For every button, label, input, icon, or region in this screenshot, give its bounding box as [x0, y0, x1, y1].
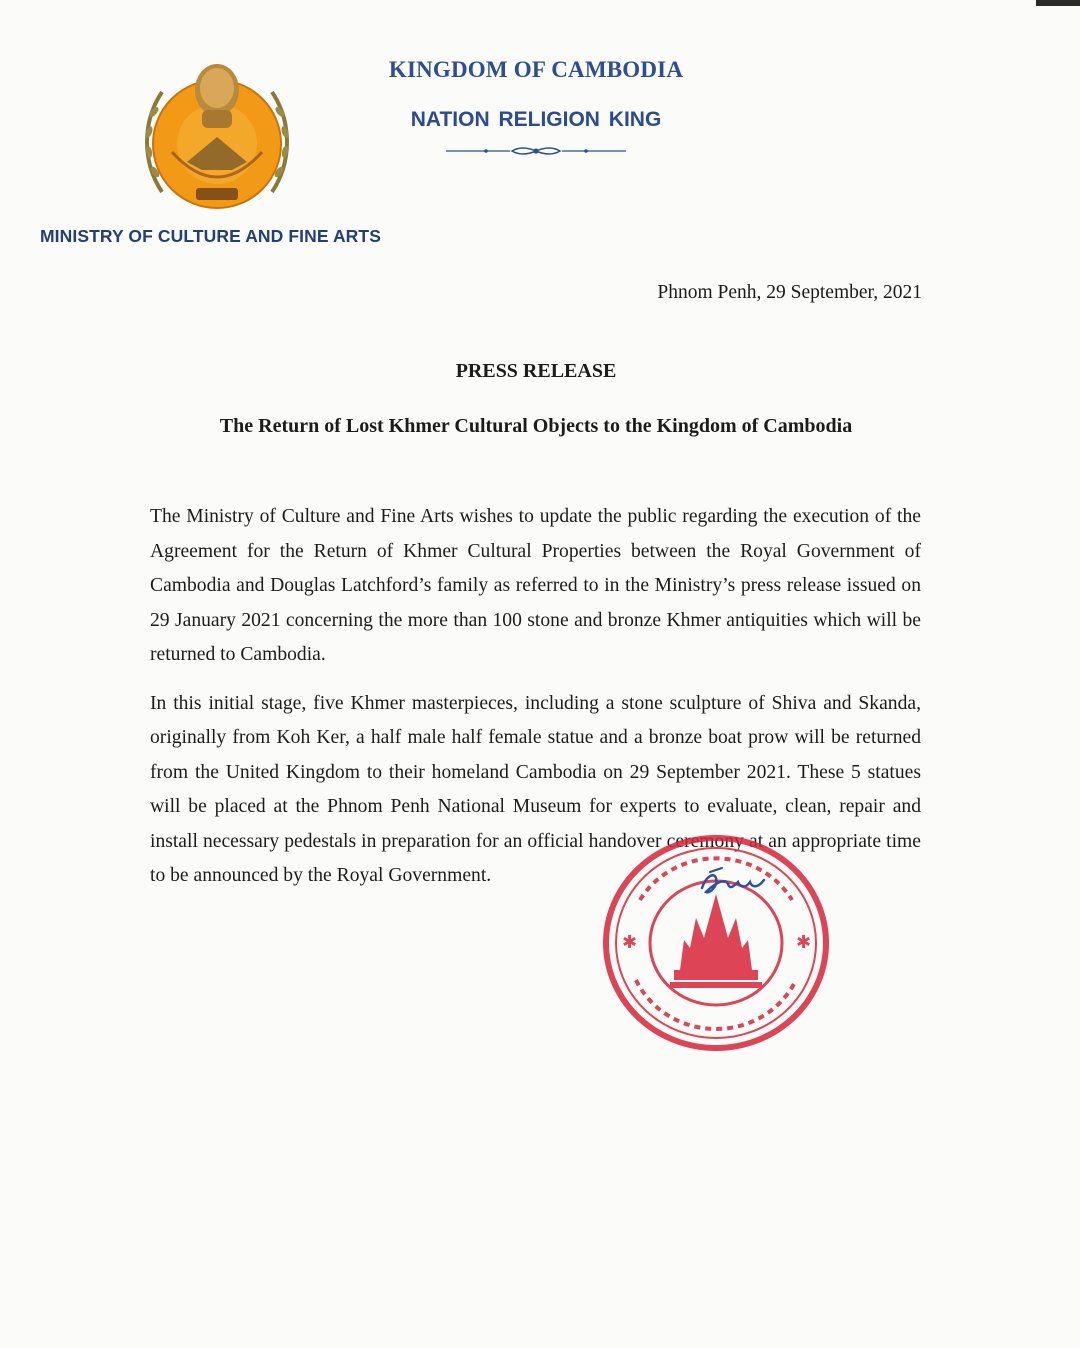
body-paragraph: In this initial stage, five Khmer masterpieces, including a stone sculpture of Shiva and Skanda, originally from Koh Ker, a half male half female statue and a bronze boat prow will be returned from the United Kingdom to their homeland Cambodia on 29 September 2021. These 5 statues will be placed at the Phnom Penh National Museum for experts to evaluate, clean, repair and install necessary pedestals in preparation for an official handover ceremony at an appropriate time to be announced by the Royal Government. — [150, 692, 921, 886]
signature-icon — [696, 866, 770, 900]
svg-text:✱: ✱ — [796, 932, 812, 953]
ornament-divider-icon — [446, 144, 626, 158]
corner-scan-mark — [1036, 0, 1080, 6]
body-paragraph: The Ministry of Culture and Fine Arts wishes to update the public regarding the execution of the Agreement for the Return of Khmer Cultural Properties between the Royal Government of Cambodia and Douglas Latchford’s family as referred to in the Ministry’s press release issued on 29 January 2021 concerning the more than 100 stone and bronze Khmer antiquities which will be returned to Cambodia. — [150, 506, 921, 665]
place-and-date: Phnom Penh, 29 September, 2021 — [657, 282, 922, 303]
document-type-heading: PRESS RELEASE — [455, 360, 617, 382]
svg-text:✱: ✱ — [622, 932, 638, 953]
kingdom-title: KINGDOM OF CAMBODIA — [388, 57, 684, 82]
ministry-name: MINISTRY OF CULTURE AND FINE ARTS — [40, 226, 381, 246]
ministry-seal-stamp — [600, 830, 832, 1056]
subject-heading: The Return of Lost Khmer Cultural Objects to the Kingdom of Cambodia — [219, 415, 853, 437]
national-motto: NATION RELIGION KING — [410, 108, 662, 131]
